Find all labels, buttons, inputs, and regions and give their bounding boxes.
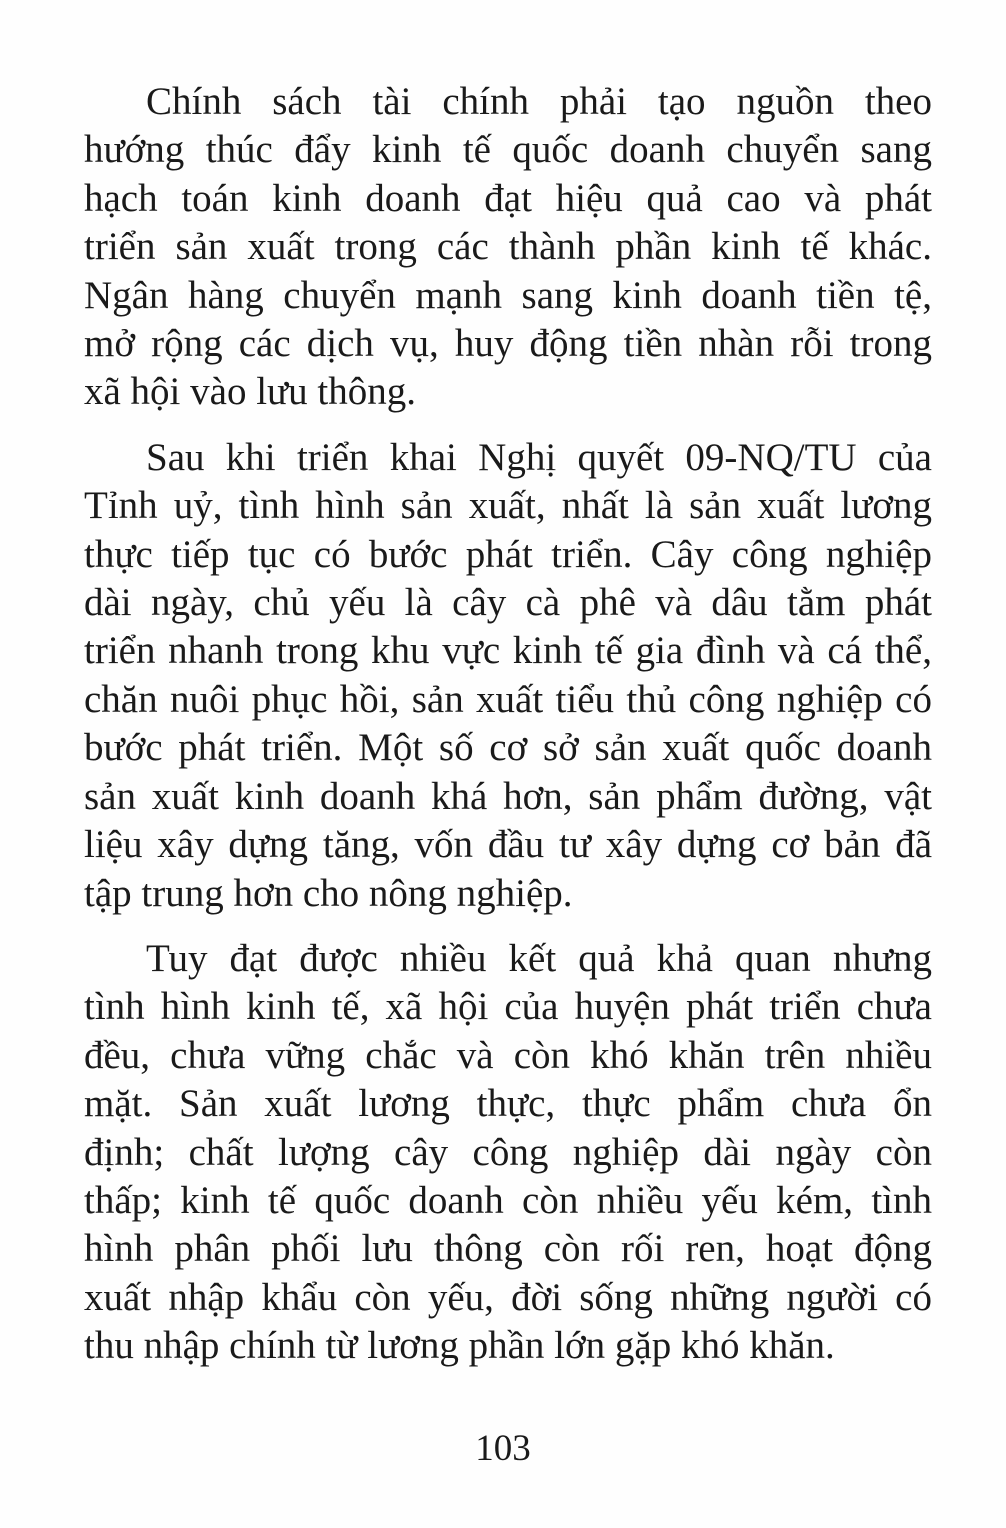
paragraph-line: Tỉnh uỷ, tình hình sản xuất, nhất là sản xuất lương xyxy=(84,484,932,528)
paragraph-line: triển nhanh trong khu vực kinh tế gia đình và cá thể, xyxy=(84,629,932,673)
paragraph-line: thu nhập chính từ lương phần lớn gặp khó khăn. xyxy=(84,1324,835,1368)
paragraph-line: Chính sách tài chính phải tạo nguồn theo xyxy=(146,80,932,123)
paragraph-line: sản xuất kinh doanh khá hơn, sản phẩm đường, vật xyxy=(84,774,932,818)
paragraph-line: mở rộng các dịch vụ, huy động tiền nhàn rỗi trong xyxy=(84,322,932,366)
paragraph-line: tập trung hơn cho nông nghiệp. xyxy=(84,871,573,915)
paragraph-line: hướng thúc đẩy kinh tế quốc doanh chuyển sang xyxy=(84,128,932,172)
paragraph-line: Tuy đạt được nhiều kết quả khả quan nhưng xyxy=(146,936,932,980)
paragraph-1 xyxy=(84,78,932,417)
paragraph-line: bước phát triển. Một số cơ sở sản xuất quốc doanh xyxy=(84,726,932,770)
paragraph-line: hạch toán kinh doanh đạt hiệu quả cao và phát xyxy=(84,176,932,220)
paragraph-line: hình phân phối lưu thông còn rối ren, hoạt động xyxy=(84,1227,932,1271)
paragraph-line: tình hình kinh tế, xã hội của huyện phát triển chưa xyxy=(84,985,932,1029)
paragraph-line: chăn nuôi phục hồi, sản xuất tiểu thủ công nghiệp có xyxy=(84,677,932,721)
body-text xyxy=(84,78,932,1371)
paragraph-line: triển sản xuất trong các thành phần kinh tế khác. xyxy=(84,225,932,269)
paragraph-line: thực tiếp tục có bước phát triển. Cây công nghiệp xyxy=(84,532,932,576)
paragraph-line: thấp; kinh tế quốc doanh còn nhiều yếu kém, tình xyxy=(84,1178,932,1222)
paragraph-line: dài ngày, chủ yếu là cây cà phê và dâu tằm phát xyxy=(84,581,932,625)
paragraph-line: liệu xây dựng tăng, vốn đầu tư xây dựng cơ bản đã xyxy=(84,823,932,867)
paragraph-3 xyxy=(84,935,932,1371)
paragraph-line: Ngân hàng chuyển mạnh sang kinh doanh tiền tệ, xyxy=(84,273,932,317)
page-number: 103 xyxy=(475,1428,531,1469)
paragraph-line: mặt. Sản xuất lương thực, thực phẩm chưa ổn xyxy=(84,1082,932,1126)
paragraph-line: xuất nhập khẩu còn yếu, đời sống những người có xyxy=(84,1275,932,1319)
paragraph-line: Sau khi triển khai Nghị quyết 09-NQ/TU của xyxy=(146,435,932,479)
paragraph-line: đều, chưa vững chắc và còn khó khăn trên nhiều xyxy=(84,1033,932,1077)
paragraph-line: định; chất lượng cây công nghiệp dài ngày còn xyxy=(84,1130,932,1174)
paragraph-2 xyxy=(84,434,932,918)
paragraph-line: xã hội vào lưu thông. xyxy=(84,370,417,414)
